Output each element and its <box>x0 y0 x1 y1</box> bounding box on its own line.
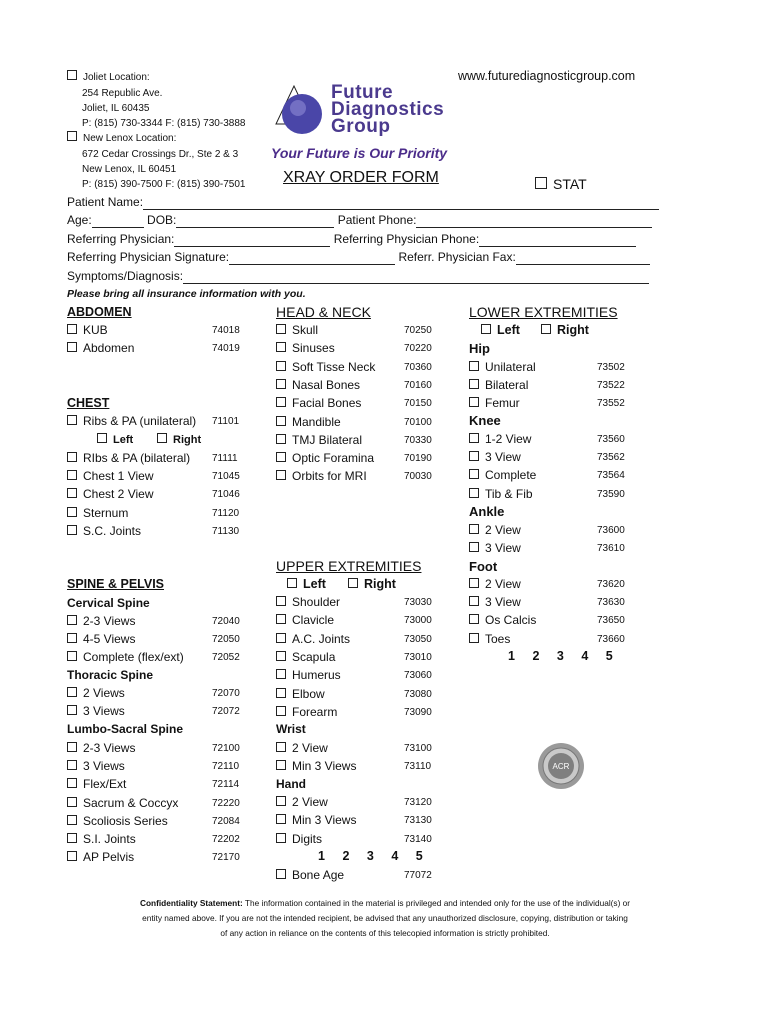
checkbox[interactable] <box>469 469 479 479</box>
order-item[interactable] <box>67 614 135 628</box>
checkbox[interactable] <box>276 633 286 643</box>
checkbox[interactable] <box>276 416 286 426</box>
digit[interactable]: 2 <box>532 649 540 663</box>
digit[interactable]: 4 <box>391 849 399 863</box>
cpt-code: 72072 <box>212 706 240 718</box>
item-label: 3 Views <box>83 704 125 719</box>
order-item[interactable] <box>67 487 153 501</box>
order-item[interactable] <box>276 741 328 755</box>
cpt-code: 73600 <box>597 525 625 536</box>
item-label: Ribs & PA (unilateral) <box>83 414 197 428</box>
checkbox[interactable] <box>67 705 77 715</box>
order-item[interactable] <box>276 323 318 337</box>
checkbox[interactable] <box>67 470 77 480</box>
item-label: Min 3 Views <box>292 759 357 774</box>
order-item[interactable] <box>469 595 521 609</box>
cpt-code: 73130 <box>404 815 432 827</box>
cpt-code: 71130 <box>212 525 240 537</box>
cpt-code: 73030 <box>404 597 432 608</box>
order-item[interactable] <box>67 469 153 483</box>
checkbox[interactable] <box>67 415 77 425</box>
section-upper: UPPER EXTREMITIES <box>276 558 422 574</box>
checkbox[interactable] <box>469 379 479 389</box>
checkbox[interactable] <box>276 814 286 824</box>
item-label: Digits <box>292 831 323 846</box>
cpt-code: 73564 <box>597 470 625 482</box>
order-item[interactable] <box>469 632 510 646</box>
checkbox[interactable] <box>276 669 286 679</box>
checkbox[interactable] <box>276 614 286 624</box>
checkbox[interactable] <box>469 397 479 407</box>
item-label: AP Pelvis <box>83 850 135 865</box>
order-item[interactable] <box>469 577 521 591</box>
cpt-code: 73562 <box>597 452 625 464</box>
joliet-city: Joliet, IL 60435 <box>82 103 150 114</box>
ref-sig-row: Referring Physician Signature: Referr. Physician Fax: <box>67 250 650 265</box>
order-item[interactable] <box>276 868 344 882</box>
item-label: KUB <box>83 323 108 337</box>
checkbox[interactable] <box>67 778 77 788</box>
checkbox[interactable] <box>276 452 286 462</box>
cpt-code: 71120 <box>212 507 240 519</box>
digit[interactable]: 3 <box>366 849 374 863</box>
order-item[interactable] <box>469 432 531 446</box>
newlenox-phone: P: (815) 390-7500 F: (815) 390-7501 <box>82 179 246 190</box>
checkbox[interactable] <box>469 596 479 606</box>
order-item[interactable] <box>469 523 521 537</box>
checkbox[interactable] <box>276 706 286 716</box>
checkbox[interactable] <box>469 433 479 443</box>
order-item[interactable] <box>276 759 356 773</box>
checkbox[interactable] <box>97 433 107 443</box>
tagline: Your Future is Our Priority <box>271 145 448 161</box>
newlenox-city: New Lenox, IL 60451 <box>82 164 177 175</box>
item-label: Elbow <box>292 686 325 701</box>
checkbox[interactable] <box>276 651 286 661</box>
item-label: Scoliosis Series <box>83 813 168 828</box>
lower-left-option[interactable]: Left <box>481 323 520 337</box>
ref-phys-input[interactable] <box>174 232 330 247</box>
item-label: Complete <box>485 468 537 483</box>
order-item[interactable] <box>67 451 190 465</box>
checkbox[interactable] <box>67 507 77 517</box>
order-item[interactable] <box>67 814 168 828</box>
order-item[interactable] <box>67 850 134 864</box>
order-item[interactable] <box>67 741 135 755</box>
patient-name-input[interactable] <box>143 195 659 210</box>
cpt-code: 73502 <box>597 362 625 373</box>
checkbox[interactable] <box>469 488 479 498</box>
item-label: Chest 2 View <box>83 487 154 502</box>
item-label: Os Calcis <box>485 613 537 628</box>
checkbox[interactable] <box>67 131 77 141</box>
digit[interactable]: 5 <box>605 649 613 663</box>
checkbox[interactable] <box>276 760 286 770</box>
item-label: 2-3 Views <box>83 741 136 755</box>
item-label: Abdomen <box>83 341 135 356</box>
item-label: Mandible <box>292 414 341 429</box>
cpt-code: 73620 <box>597 579 625 590</box>
order-item[interactable] <box>276 668 341 682</box>
order-item[interactable] <box>276 832 322 846</box>
cpt-code: 72100 <box>212 743 240 754</box>
cpt-code: 73522 <box>597 380 625 392</box>
checkbox[interactable] <box>535 177 547 189</box>
item-label: RIbs & PA (bilateral) <box>83 451 191 465</box>
order-item[interactable] <box>276 360 375 374</box>
item-label: 2-3 Views <box>83 614 136 628</box>
cpt-code: 73010 <box>404 651 432 663</box>
checkbox[interactable] <box>276 869 286 879</box>
cpt-code: 70330 <box>404 434 432 446</box>
item-label: Toes <box>485 631 511 646</box>
item-label: 2 Views <box>83 686 125 700</box>
order-item[interactable] <box>67 414 196 428</box>
cpt-code: 73660 <box>597 633 625 645</box>
order-item[interactable] <box>469 487 533 501</box>
item-label: Skull <box>292 323 319 337</box>
foot-heading: Foot <box>469 559 498 574</box>
checkbox[interactable] <box>276 361 286 371</box>
item-label: Sinuses <box>292 341 335 356</box>
order-item[interactable] <box>469 360 536 374</box>
joliet-location[interactable]: Joliet Location: <box>67 70 150 85</box>
item-label: Nasal Bones <box>292 377 361 392</box>
item-label: 2 View <box>485 577 521 591</box>
order-item[interactable] <box>276 650 335 664</box>
order-item[interactable] <box>276 451 374 465</box>
cpt-code: 72220 <box>212 797 240 809</box>
checkbox[interactable] <box>67 815 77 825</box>
cpt-code: 72202 <box>212 834 240 845</box>
patient-name-field[interactable]: Patient Name: <box>67 195 659 210</box>
checkbox[interactable] <box>67 651 77 661</box>
cpt-code: 74018 <box>212 325 240 336</box>
order-item[interactable] <box>67 796 178 810</box>
section-head-neck: HEAD & NECK <box>276 304 371 320</box>
cpt-code: 72040 <box>212 616 240 627</box>
chest-left-option[interactable]: Left <box>97 433 133 446</box>
cpt-code: 70360 <box>404 361 432 373</box>
order-item[interactable] <box>67 686 125 700</box>
digit[interactable]: 5 <box>415 849 423 863</box>
digit[interactable]: 1 <box>318 849 325 863</box>
item-label: Min 3 Views <box>292 813 357 828</box>
digit[interactable]: 2 <box>342 849 350 863</box>
item-label: 2 View <box>485 523 521 537</box>
cpt-code: 70220 <box>404 343 432 355</box>
logo-line3: Group <box>331 116 391 137</box>
cpt-code: 70100 <box>404 416 432 428</box>
order-item[interactable] <box>276 415 341 429</box>
cpt-code: 70160 <box>404 379 432 391</box>
stat-option[interactable]: STAT <box>535 176 587 192</box>
order-item[interactable] <box>276 396 361 410</box>
item-label: Sacrum & Coccyx <box>83 795 179 810</box>
wrist-heading: Wrist <box>276 722 306 736</box>
item-label: Bilateral <box>485 378 529 393</box>
cpt-code: 72050 <box>212 634 240 646</box>
thoracic-heading: Thoracic Spine <box>67 668 154 682</box>
order-item[interactable] <box>67 704 125 718</box>
item-label: 3 Views <box>83 759 125 774</box>
cpt-code: 72110 <box>212 761 240 773</box>
acr-seal-icon <box>537 742 585 790</box>
logo-icon <box>272 84 328 140</box>
checkbox[interactable] <box>348 578 358 588</box>
checkbox[interactable] <box>67 525 77 535</box>
hip-heading: Hip <box>469 341 490 356</box>
section-spine: SPINE & PELVIS <box>67 577 165 591</box>
order-item[interactable] <box>67 506 128 520</box>
order-item[interactable] <box>67 341 134 355</box>
item-label: TMJ Bilateral <box>292 432 363 447</box>
order-item[interactable] <box>276 632 350 646</box>
order-item[interactable] <box>469 450 521 464</box>
order-item[interactable] <box>67 832 136 846</box>
checkbox[interactable] <box>276 596 286 606</box>
order-item[interactable] <box>276 341 335 355</box>
checkbox[interactable] <box>469 578 479 588</box>
insurance-note: Please bring all insurance information with you. <box>67 288 306 300</box>
cpt-code: 73552 <box>597 398 625 410</box>
item-label: Complete (flex/ext) <box>83 650 184 665</box>
order-item[interactable] <box>276 687 325 701</box>
checkbox[interactable] <box>67 452 77 462</box>
cpt-code: 70190 <box>404 453 432 465</box>
newlenox-address: 672 Cedar Crossings Dr., Ste 2 & 3 <box>82 149 239 160</box>
cpt-code: 73140 <box>404 833 432 845</box>
upper-right-option[interactable]: Right <box>348 577 396 591</box>
confidentiality-statement: Confidentiality Statement: The information contained in the material is privileged and intended only for the use of the individual(s) or entity named above. If you are not the intended recipient, be advised that any unauthorized disclosure, copying, distribution or taking of any action in reliance on the contents of this telecopied information is strictly prohibited. <box>139 898 631 938</box>
item-label: Femur <box>485 396 520 411</box>
order-item[interactable] <box>276 813 356 827</box>
checkbox[interactable] <box>67 742 77 752</box>
cpt-code: 74019 <box>212 343 240 355</box>
cpt-code: 70030 <box>404 471 432 483</box>
order-item[interactable] <box>469 468 536 482</box>
joliet-phone: P: (815) 730-3344 F: (815) 730-3888 <box>82 118 246 129</box>
checkbox[interactable] <box>67 633 77 643</box>
item-label: 1-2 View <box>485 432 532 446</box>
item-label: Shoulder <box>292 595 341 609</box>
item-label: Optic Foramina <box>292 451 375 466</box>
item-label: Bone Age <box>292 868 345 882</box>
order-item[interactable] <box>276 378 360 392</box>
checkbox[interactable] <box>67 797 77 807</box>
upper-left-option[interactable]: Left <box>287 577 326 591</box>
cpt-code: 73120 <box>404 797 432 808</box>
item-label: Unilateral <box>485 360 536 374</box>
item-label: S.C. Joints <box>83 523 142 538</box>
cpt-code: 71045 <box>212 471 240 483</box>
checkbox[interactable] <box>67 342 77 352</box>
checkbox[interactable] <box>157 433 167 443</box>
digit[interactable]: 3 <box>556 649 564 663</box>
cpt-code: 72114 <box>212 779 240 791</box>
item-label: Facial Bones <box>292 396 362 411</box>
item-label: 2 View <box>292 741 328 755</box>
order-item[interactable] <box>67 759 125 773</box>
order-item[interactable] <box>276 795 328 809</box>
hand-heading: Hand <box>276 777 306 791</box>
checkbox[interactable] <box>276 688 286 698</box>
cpt-code: 72070 <box>212 688 240 699</box>
knee-heading: Knee <box>469 413 501 428</box>
item-label: 3 View <box>485 541 521 556</box>
cpt-code: 73100 <box>404 743 432 754</box>
order-item[interactable] <box>276 613 334 627</box>
ref-fax-input[interactable] <box>516 250 650 265</box>
item-label: 3 View <box>485 450 521 465</box>
order-item[interactable] <box>469 378 528 392</box>
item-label: Chest 1 View <box>83 469 154 484</box>
checkbox[interactable] <box>67 488 77 498</box>
cpt-code: 73050 <box>404 633 432 645</box>
checkbox[interactable] <box>67 833 77 843</box>
item-label: Flex/Ext <box>83 777 127 792</box>
age-dob-row: Age: DOB: Patient Phone: <box>67 213 652 228</box>
item-label: Scapula <box>292 649 336 664</box>
item-label: Soft Tisse Neck <box>292 359 376 374</box>
ref-phys-row: Referring Physician: Referring Physician Phone: <box>67 232 636 247</box>
cpt-code: 73560 <box>597 434 625 445</box>
checkbox[interactable] <box>481 324 491 334</box>
digit[interactable]: 1 <box>508 649 515 663</box>
section-lower: LOWER EXTREMITIES <box>469 304 618 320</box>
checkbox[interactable] <box>67 615 77 625</box>
website-link[interactable]: www.futurediagnosticgroup.com <box>458 69 636 83</box>
cpt-code: 70150 <box>404 398 432 410</box>
cpt-code: 71046 <box>212 489 240 501</box>
order-item[interactable] <box>469 396 520 410</box>
cpt-code: 73630 <box>597 597 625 609</box>
checkbox[interactable] <box>276 397 286 407</box>
item-label: Clavicle <box>292 613 335 628</box>
ref-phys-phone-input[interactable] <box>479 232 636 247</box>
checkbox[interactable] <box>276 796 286 806</box>
cpt-code: 73090 <box>404 706 432 718</box>
checkbox[interactable] <box>67 760 77 770</box>
cpt-code: 73650 <box>597 615 625 627</box>
order-item[interactable] <box>67 524 141 538</box>
dob-input[interactable] <box>176 213 334 228</box>
logo-line1: Future <box>331 82 394 103</box>
checkbox[interactable] <box>276 342 286 352</box>
newlenox-location[interactable]: New Lenox Location: <box>67 131 176 146</box>
checkbox[interactable] <box>469 451 479 461</box>
cpt-code: 77072 <box>404 870 432 881</box>
cervical-heading: Cervical Spine <box>67 596 150 610</box>
item-label: Tib & Fib <box>485 486 533 501</box>
cpt-code: 73610 <box>597 543 625 555</box>
joliet-address: 254 Republic Ave. <box>82 88 163 99</box>
checkbox[interactable] <box>469 361 479 371</box>
patient-phone-input[interactable] <box>416 213 652 228</box>
checkbox[interactable] <box>276 470 286 480</box>
item-label: Humerus <box>292 668 341 683</box>
digit[interactable]: 4 <box>581 649 589 663</box>
cpt-code: 72052 <box>212 652 240 664</box>
checkbox[interactable] <box>469 633 479 643</box>
checkbox[interactable] <box>469 542 479 552</box>
checkbox[interactable] <box>67 851 77 861</box>
cpt-code: 71111 <box>212 453 238 464</box>
checkbox[interactable] <box>541 324 551 334</box>
order-item[interactable] <box>67 650 184 664</box>
symptoms-field: Symptoms/Diagnosis: <box>67 269 649 284</box>
order-item[interactable] <box>469 613 536 627</box>
item-label: Sternum <box>83 505 129 520</box>
symptoms-input[interactable] <box>183 269 649 284</box>
order-item[interactable] <box>276 595 340 609</box>
toe-digits <box>508 649 613 663</box>
cpt-code: 72084 <box>212 815 240 827</box>
cpt-code: 73590 <box>597 488 625 500</box>
item-label: Forearm <box>292 704 338 719</box>
item-label: S.I. Joints <box>83 832 136 846</box>
checkbox[interactable] <box>67 70 77 80</box>
order-item[interactable] <box>67 777 126 791</box>
checkbox[interactable] <box>67 324 77 334</box>
order-item[interactable] <box>67 632 135 646</box>
age-input[interactable] <box>92 213 144 228</box>
checkbox[interactable] <box>276 742 286 752</box>
section-abdomen: ABDOMEN <box>67 305 132 319</box>
item-label: A.C. Joints <box>292 631 351 646</box>
checkbox[interactable] <box>469 524 479 534</box>
hand-digits <box>318 849 423 863</box>
cpt-code: 73110 <box>404 761 432 773</box>
cpt-code: 73060 <box>404 670 432 682</box>
cpt-code: 71101 <box>212 416 240 427</box>
order-item[interactable] <box>276 469 367 483</box>
lumbo-heading: Lumbo-Sacral Spine <box>67 722 184 736</box>
order-item[interactable] <box>67 323 108 337</box>
section-chest: CHEST <box>67 396 110 410</box>
checkbox[interactable] <box>276 324 286 334</box>
cpt-code: 73000 <box>404 615 432 627</box>
logo-line2: Diagnostics <box>331 99 445 120</box>
item-label: Orbits for MRI <box>292 469 367 484</box>
item-label: 4-5 Views <box>83 632 136 647</box>
checkbox[interactable] <box>469 614 479 624</box>
order-item[interactable] <box>276 433 362 447</box>
checkbox[interactable] <box>276 833 286 843</box>
cpt-code: 73080 <box>404 688 432 700</box>
lower-right-option[interactable]: Right <box>541 323 589 337</box>
chest-right-option[interactable]: Right <box>157 433 201 446</box>
order-item[interactable] <box>469 541 521 555</box>
order-item[interactable] <box>276 705 337 719</box>
ankle-heading: Ankle <box>469 504 505 519</box>
checkbox[interactable] <box>276 379 286 389</box>
acr-text: ACR <box>552 762 570 771</box>
item-label: 3 View <box>485 595 521 610</box>
form-title: XRAY ORDER FORM <box>283 169 439 186</box>
checkbox[interactable] <box>67 687 77 697</box>
cpt-code: 70250 <box>404 325 432 336</box>
ref-sig-input[interactable] <box>229 250 395 265</box>
cpt-code: 72170 <box>212 852 240 864</box>
checkbox[interactable] <box>276 434 286 444</box>
checkbox[interactable] <box>287 578 297 588</box>
item-label: 2 View <box>292 795 328 809</box>
